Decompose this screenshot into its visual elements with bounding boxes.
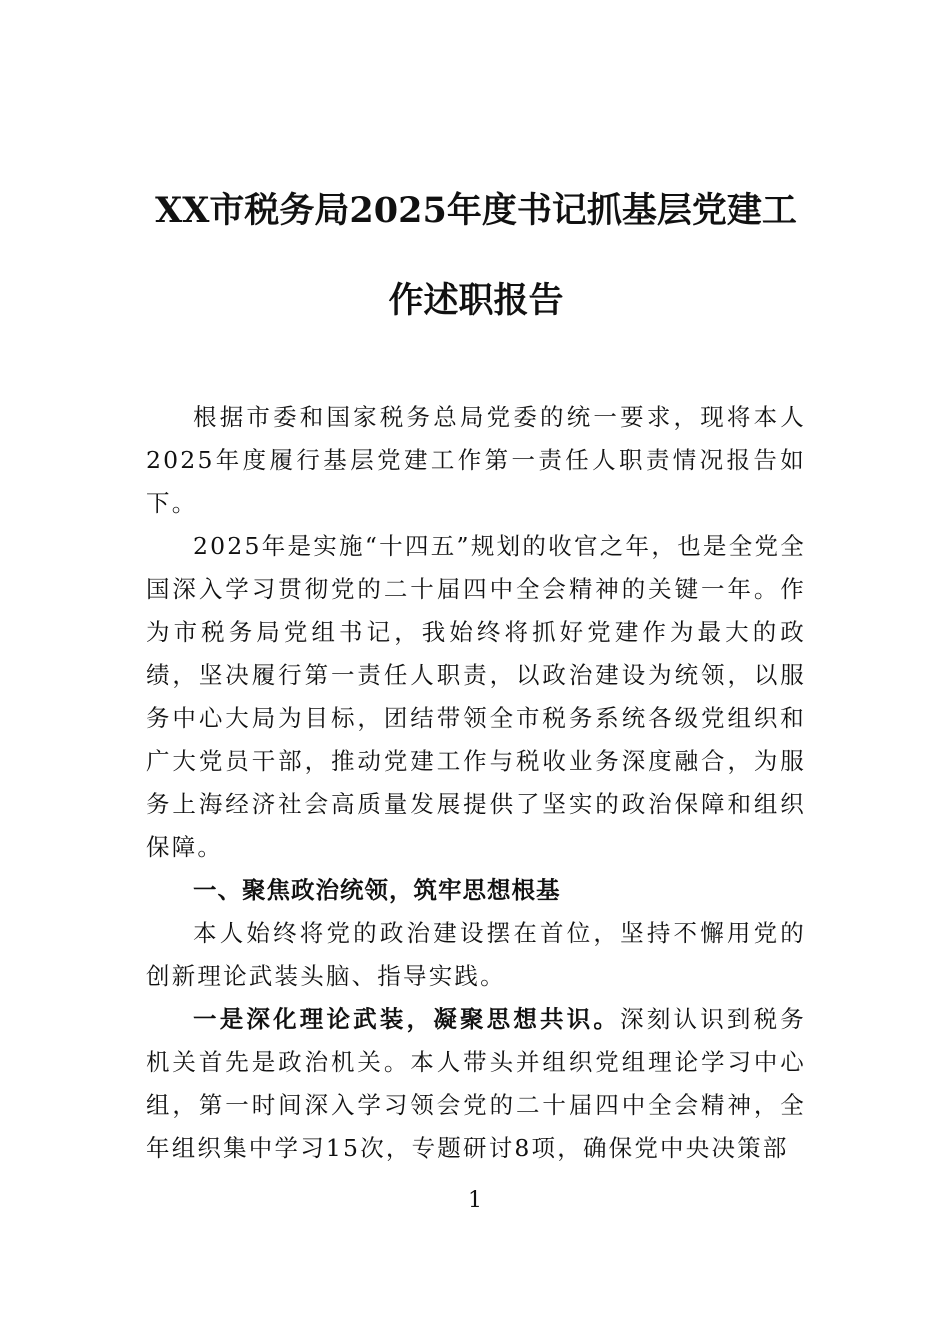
paragraph-background: 2025年是实施“十四五”规划的收官之年，也是全党全国深入学习贯彻党的二十届四中全会精神的关键一年。作为市税务局党组书记，我始终将抓好党建作为最大的政绩，坚决履行第一责任人职责，以政治建设为统领，以服务中心大局为目标，团结带领全市税务系统各级党组织和广大党员干部，推动党建工作与税收业务深度融合，为服务上海经济社会高质量发展提供了坚实的政治保障和组织保障。 (146, 532, 806, 861)
title-line-2: 作述职报告 (388, 280, 564, 321)
page-number: 1 (468, 1188, 482, 1213)
item-1-text: 深刻认识到税务机关首先是政治机关。本人带头并组织党组理论学习中心组，第一时间深入学习领会党的二十届四中全会精神，全年组织集中学习15次，专题研讨8项，确保党中央决策部 (146, 1005, 806, 1162)
paragraph-item-1 (146, 998, 806, 1170)
section-intro: 本人始终将党的政治建设摆在首位，坚持不懈用党的创新理论武装头脑、指导实践。 (146, 919, 806, 990)
title-line-1: XX市税务局2025年度书记抓基层党建工 (155, 190, 797, 231)
section-heading: 一、聚焦政治统领，筑牢思想根基 (193, 876, 561, 904)
document-title (146, 166, 806, 346)
document-body (146, 396, 806, 1170)
item-1-lead: 一是深化理论武装，凝聚思想共识。 (193, 1005, 621, 1033)
paragraph-intro: 根据市委和国家税务总局党委的统一要求，现将本人2025年度履行基层党建工作第一责任人职责情况报告如下。 (146, 403, 806, 517)
